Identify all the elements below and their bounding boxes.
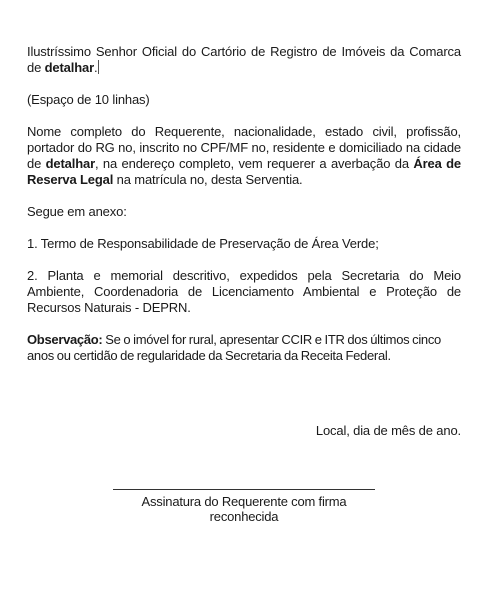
request-text-3: na matrícula no, desta Serventia. — [113, 172, 303, 187]
signature-line — [113, 489, 375, 490]
observation-label: Observação: — [27, 332, 103, 347]
reserve-area-term: Área de Reserva Legal — [27, 156, 462, 187]
addressee-paragraph — [27, 44, 461, 76]
annex-intro: Segue em anexo: — [27, 204, 127, 219]
addressee-text: Ilustríssimo Senhor Oficial do Cartório de Registro de Imóveis da Comarca de — [27, 44, 461, 75]
request-text-2: , na endereço completo, vem requerer a averbação da — [95, 156, 414, 171]
observation-text: Se o imóvel for rural, apresentar CCIR e ITR dos últimos cinco anos ou certidão de regularidade da Secretaria da Receita Federal. — [27, 332, 441, 363]
annex-item-2: 2. Planta e memorial descritivo, expedidos pela Secretaria do Meio Ambiente, Coordenadoria de Licenciamento Ambiental e Proteção de Recursos Naturais - DEPRN. — [27, 268, 461, 315]
text-cursor — [98, 60, 99, 74]
annex-item-1: 1. Termo de Responsabilidade de Preservação de Área Verde; — [27, 236, 379, 251]
signature-caption: Assinatura do Requerente com firma reconhecida — [141, 494, 347, 524]
request-text-1: Nome completo do Requerente, nacionalidade, estado civil, profissão, portador do RG no, inscrito no CPF/MF no, residente e domiciliado na cidade de — [27, 124, 461, 171]
place-date-line: Local, dia de mês de ano. — [315, 423, 461, 438]
comarca-placeholder: detalhar — [44, 60, 94, 75]
document-body — [27, 44, 461, 380]
signature-block — [113, 489, 375, 524]
space-note: (Espaço de 10 linhas) — [27, 92, 150, 107]
request-paragraph — [27, 124, 461, 188]
addressee-end: . — [94, 60, 98, 75]
observation-paragraph — [27, 332, 461, 364]
city-placeholder: detalhar — [45, 156, 95, 171]
